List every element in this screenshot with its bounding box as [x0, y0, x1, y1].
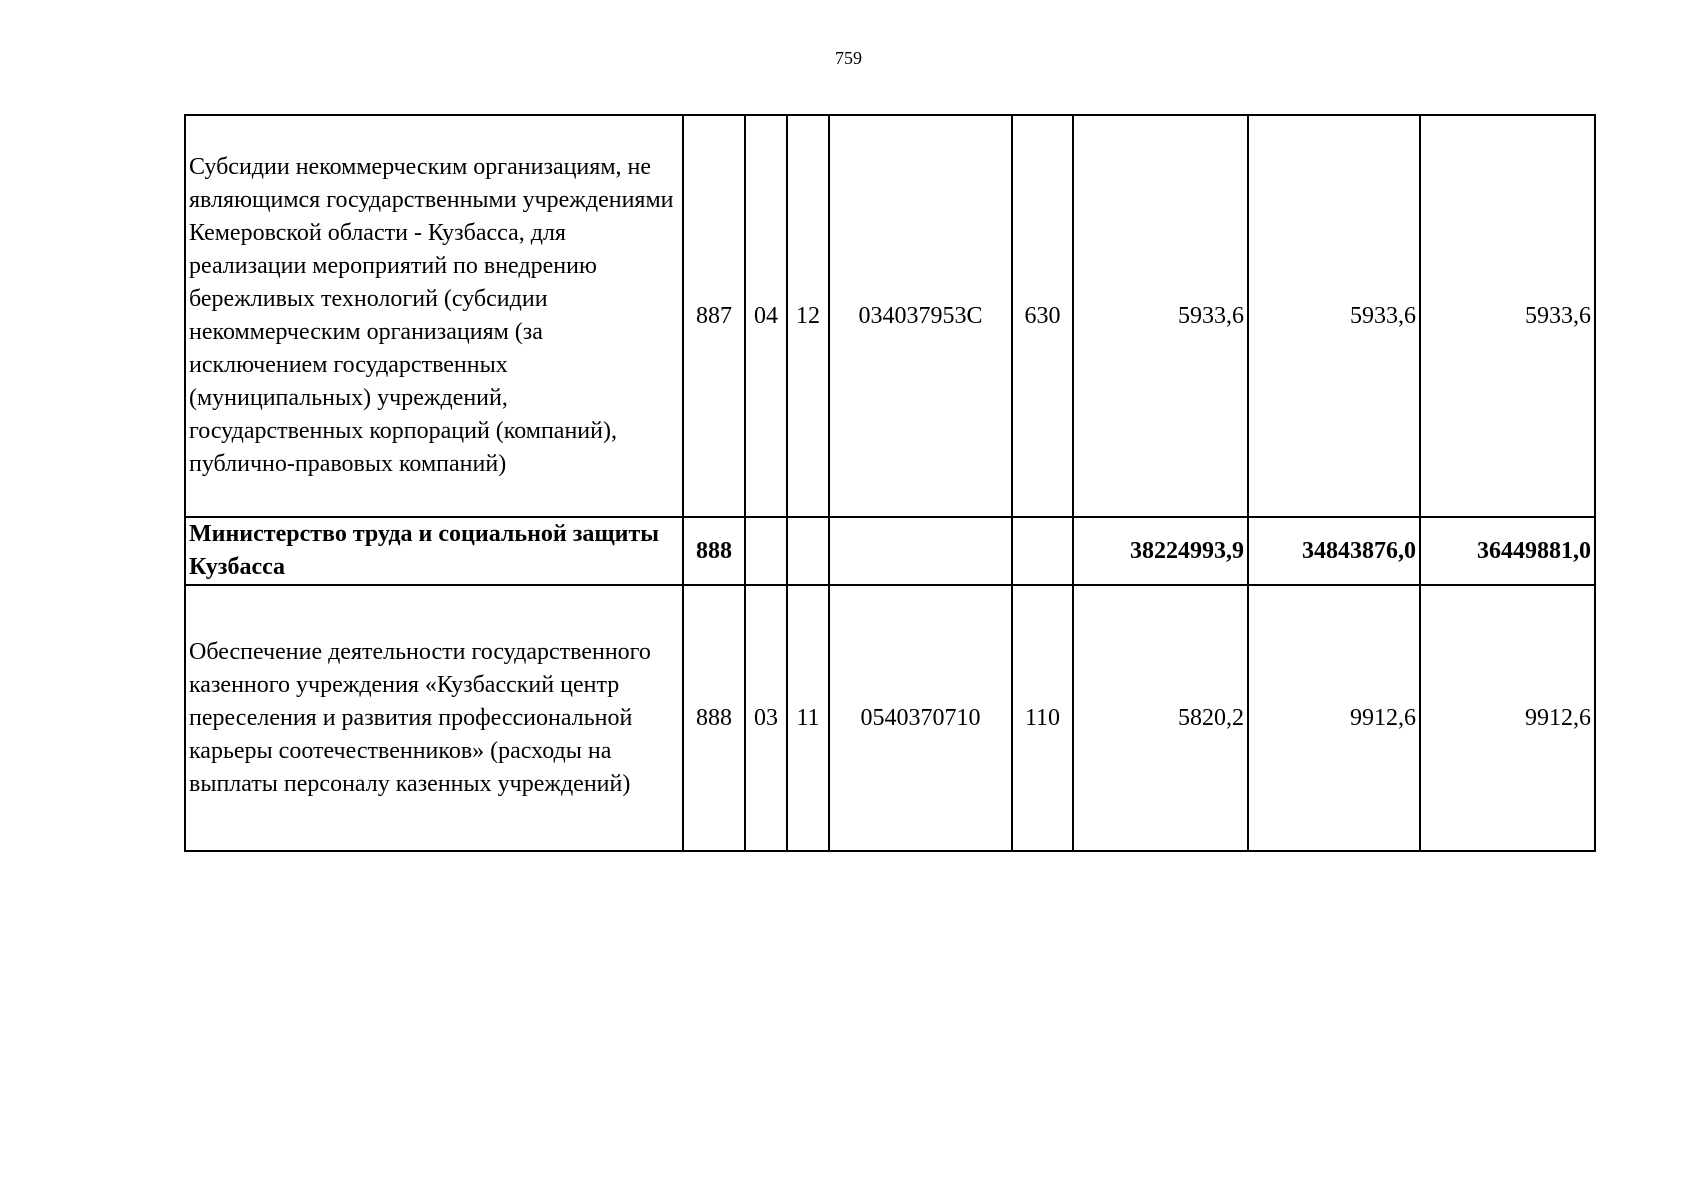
- budget-table: [184, 114, 1596, 852]
- expense-type-code: [1012, 517, 1073, 585]
- ministry-code: 888: [683, 585, 745, 851]
- amount-year-2: 34843876,0: [1248, 517, 1420, 585]
- row-name: Обеспечение деятельности государственного казенного учреждения «Кузбасский центр переселения и развития профессиональной карьеры соотечественников» (расходы на выплаты персоналу казенных учреждений): [185, 585, 683, 851]
- section-code: 03: [745, 585, 787, 851]
- expense-type-code: 110: [1012, 585, 1073, 851]
- target-article-code: 0540370710: [829, 585, 1012, 851]
- table-row: [185, 115, 1595, 517]
- row-name: Субсидии некоммерческим организациям, не являющимся государственными учреждениями Кемеровской области - Кузбасса, для реализации мероприятий по внедрению бережливых технологий (субсидии некоммерческим организациям (за исключением государственных (муниципальных) учреждений, государственных корпораций (компаний), публично-правовых компаний): [185, 115, 683, 517]
- ministry-code: 887: [683, 115, 745, 517]
- expense-type-code: 630: [1012, 115, 1073, 517]
- amount-year-1: 5933,6: [1073, 115, 1248, 517]
- section-code: [745, 517, 787, 585]
- subsection-code: 11: [787, 585, 829, 851]
- amount-year-3: 9912,6: [1420, 585, 1595, 851]
- amount-year-3: 36449881,0: [1420, 517, 1595, 585]
- section-code: 04: [745, 115, 787, 517]
- table-row: [185, 585, 1595, 851]
- page-number: 759: [835, 48, 862, 68]
- amount-year-1: 38224993,9: [1073, 517, 1248, 585]
- target-article-code: 034037953С: [829, 115, 1012, 517]
- table-row: [185, 517, 1595, 585]
- subsection-code: [787, 517, 829, 585]
- amount-year-2: 5933,6: [1248, 115, 1420, 517]
- ministry-code: 888: [683, 517, 745, 585]
- amount-year-1: 5820,2: [1073, 585, 1248, 851]
- target-article-code: [829, 517, 1012, 585]
- amount-year-2: 9912,6: [1248, 585, 1420, 851]
- amount-year-3: 5933,6: [1420, 115, 1595, 517]
- subsection-code: 12: [787, 115, 829, 517]
- row-name: Министерство труда и социальной защиты Кузбасса: [185, 517, 683, 585]
